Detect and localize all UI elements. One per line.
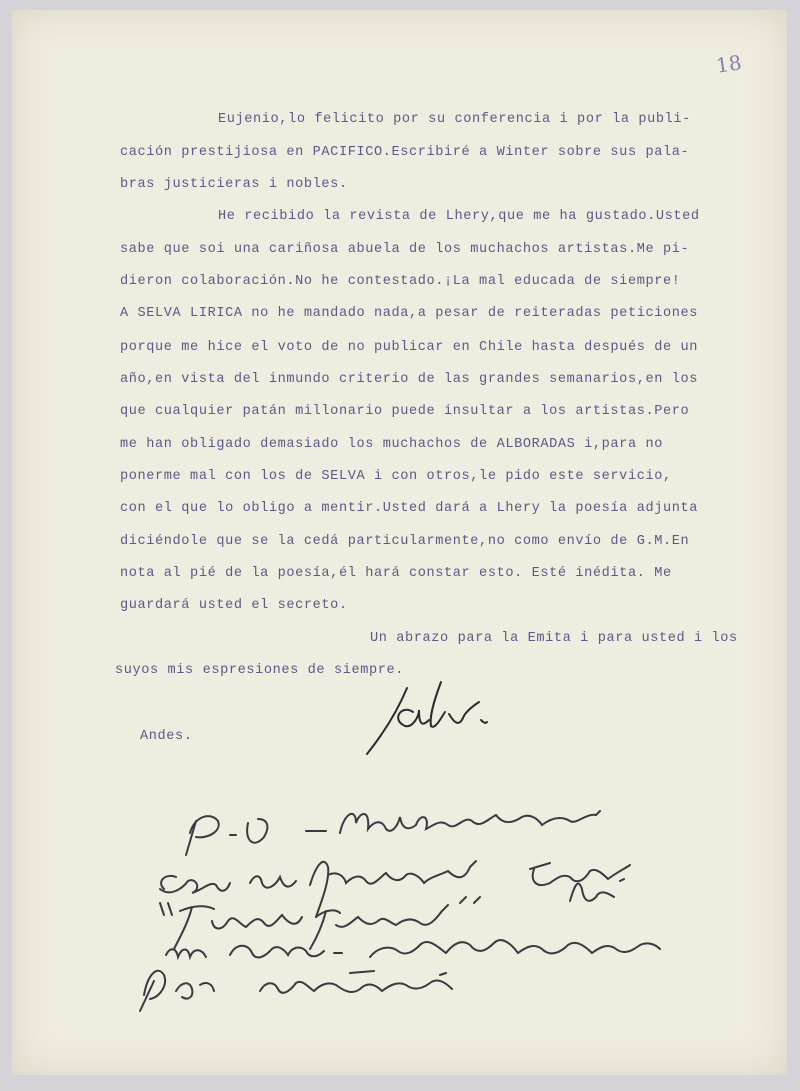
letter-line: bras justicieras i nobles.	[120, 177, 348, 192]
letter-line: dieron colaboración.No he contestado.¡La mal educada de siempre!	[120, 274, 681, 289]
letter-line: con el que lo obligo a mentir.Usted dará a Lhery la poesía adjunta	[120, 501, 698, 516]
letter-line: nota al pié de la poesía,él hará constar esto. Esté inédita. Me	[120, 566, 672, 581]
handwritten-postscript	[130, 785, 710, 1015]
letter-line: diciéndole que se la cedá particularmente,no como envío de G.M.En	[120, 534, 690, 549]
letter-line: guardará usted el secreto.	[120, 598, 348, 613]
letter-line: ponerme mal con los de SELVA i con otros,le pido este servicio,	[120, 469, 672, 484]
letter-closing: Andes.	[140, 729, 193, 744]
letter-line: Un abrazo para la Emita i para usted i los	[370, 631, 738, 646]
page-number: 18	[714, 50, 743, 78]
letter-line: He recibido la revista de Lhery,que me ha gustado.Usted	[218, 209, 700, 224]
letter-line: Eujenio,lo felicito por su conferencia i por la publi-	[218, 112, 691, 127]
signature	[355, 672, 505, 762]
letter-line: año,en vista del inmundo criterio de las grandes semanarios,en los	[120, 372, 698, 387]
letter-line: suyos mis espresiones de siempre.	[115, 663, 404, 678]
letter-line: me han obligado demasiado los muchachos de ALBORADAS i,para no	[120, 437, 663, 452]
letter-line: sabe que soi una cariñosa abuela de los muchachos artistas.Me pi-	[120, 242, 690, 257]
letter-line: que cualquier patán millonario puede insultar a los artistas.Pero	[120, 404, 690, 419]
letter-line: A SELVA LIRICA no he mandado nada,a pesar de reiteradas peticiones	[120, 306, 698, 321]
letter-line: cación prestijiosa en PACIFICO.Escribiré a Winter sobre sus pala-	[120, 145, 690, 160]
letter-line: porque me hice el voto de no publicar en Chile hasta después de un	[120, 340, 698, 355]
